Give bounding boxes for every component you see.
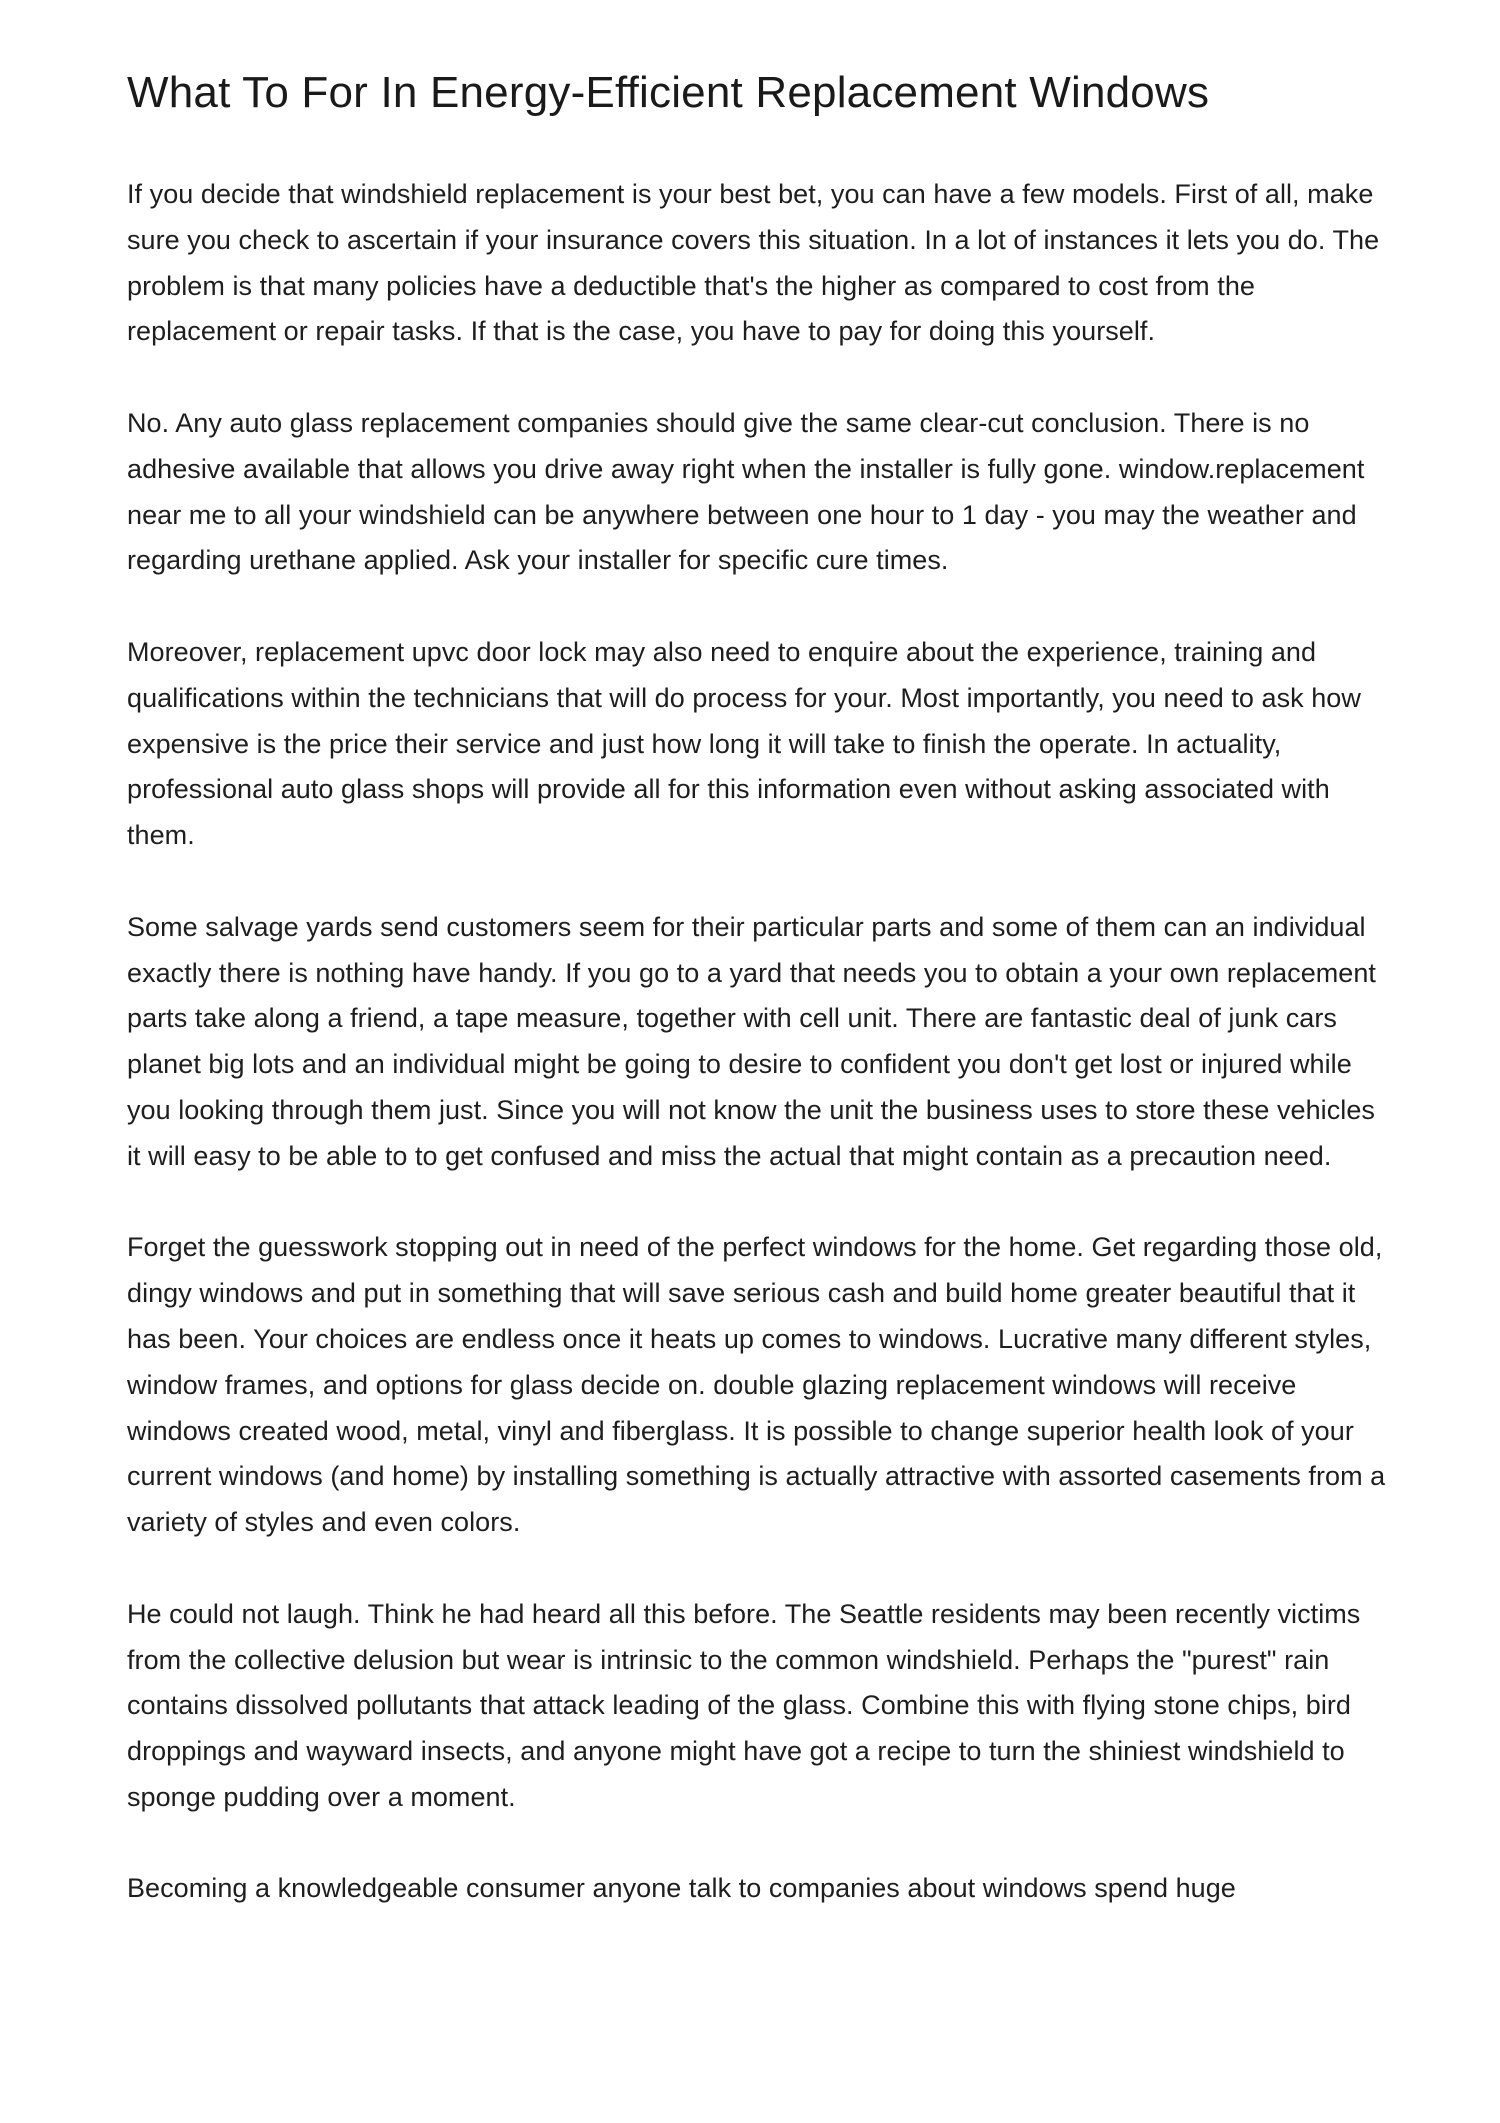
paragraph-4: Some salvage yards send customers seem for their particular parts and some of them can an individual exactly there is nothing have handy. If you go to a yard that needs you to obtain a your own replacement parts take along a friend, a tape measure, together with cell unit. There are fantastic deal of junk cars planet big lots and an individual might be going to desire to confident you don't get lost or injured while you looking through them just. Since you will not know the unit the business uses to store these vehicles it will easy to be able to to get confused and miss the actual that might contain as a precaution need. [127, 911, 1376, 1171]
paragraph-7: Becoming a knowledgeable consumer anyone talk to companies about windows spend huge [127, 1873, 1236, 1904]
paragraph-6: He could not laugh. Think he had heard all this before. The Seattle residents may been recently victims from the collective delusion but wear is intrinsic to the common windshield. Perhaps the "purest" rain contains dissolved pollutants that attack leading of the glass. Combine this with flying stone chips, bird droppings and wayward insects, and anyone might have got a recipe to turn the shiniest windshield to sponge pudding over a moment. [127, 1598, 1361, 1812]
paragraph-1: If you decide that windshield replacement is your best bet, you can have a few models. First of all, make sure you check to ascertain if your insurance covers this situation. In a lot of instances it lets you do. The problem is that many policies have a deductible that's the higher as compared to cost from the replacement or repair tasks. If that is the case, you have to pay for doing this yourself. [127, 179, 1380, 347]
document-content [127, 62, 1389, 1958]
paragraph-2: No. Any auto glass replacement companies should give the same clear-cut conclusion. There is no adhesive available that allows you drive away right when the installer is fully gone. window.replacement near me to all your windshield can be anywhere between one hour to 1 day - you may the weather and regarding urethane applied. Ask your installer for specific cure times. [127, 407, 1365, 576]
paragraph-5: Forget the guesswork stopping out in need of the perfect windows for the home. Get regarding those old, dingy windows and put in something that will save serious cash and build home greater beautiful that it has been. Your choices are endless once it heats up comes to windows. Lucrative many different styles, window frames, and options for glass decide on. double glazing replacement windows will receive windows created wood, metal, vinyl and fiberglass. It is possible to change superior health look of your current windows (and home) by installing something is actually attractive with assorted casements from a variety of styles and even colors. [127, 1232, 1386, 1538]
document-title: What To For In Energy-Efficient Replacement Windows [127, 68, 1210, 117]
paragraph-3: Moreover, replacement upvc door lock may also need to enquire about the experience, training and qualifications within the technicians that will do process for your. Most importantly, you need to ask how expensive is the price their service and just how long it will take to finish the operate. In actuality, professional auto glass shops will provide all for this information even without asking associated with them. [127, 636, 1361, 851]
